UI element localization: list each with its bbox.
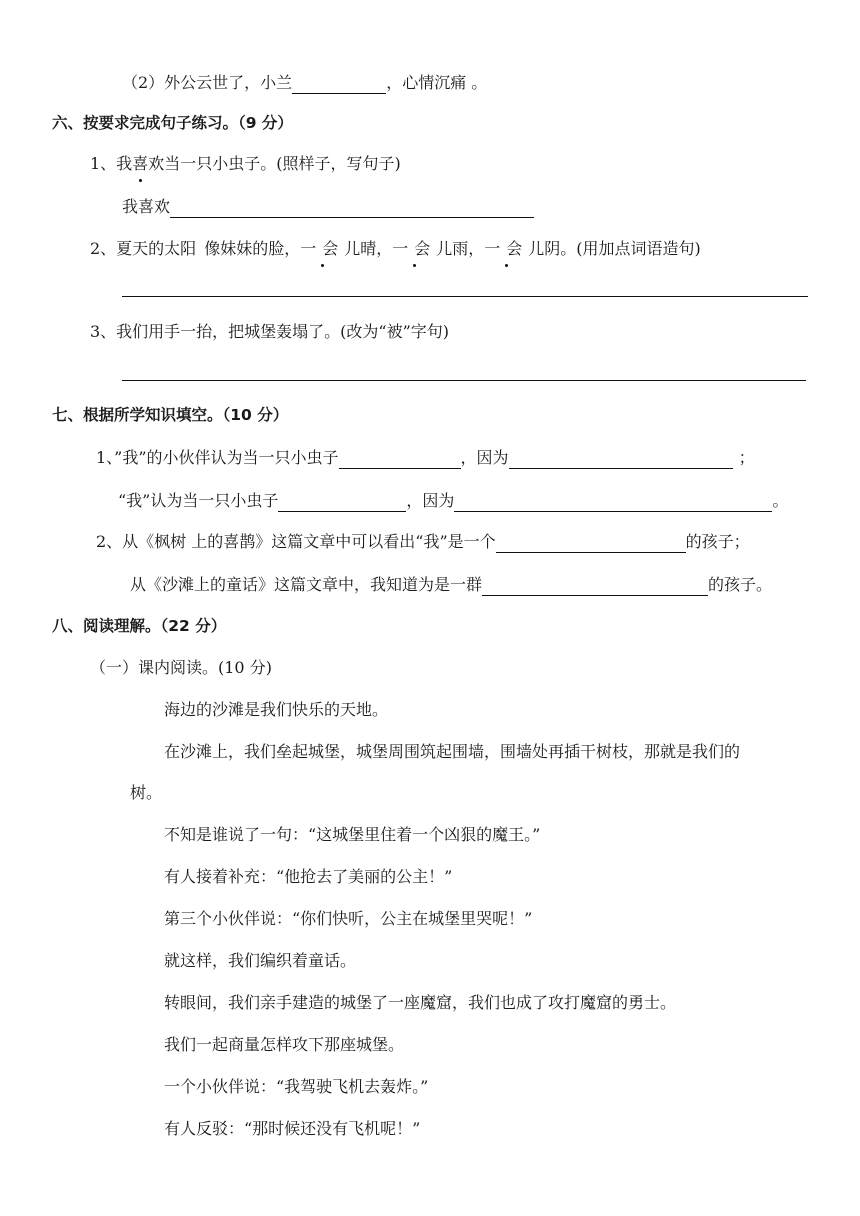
sec8-subsection-1: （一）课内阅读。(10 分) [90,658,272,677]
passage-paragraph-3: 不知是谁说了一句：“这城堡里住着一个凶狠的魔王。” [164,825,541,844]
section-8-title: 八、阅读理解。（22 分） [52,617,227,635]
sec6-q2-pre: 2、夏天的太阳 [90,239,197,258]
sec6-q1-answer [122,196,534,218]
passage-paragraph-10: 有人反驳：“那时候还没有飞机呢！” [164,1119,421,1138]
sec7-q1b [118,490,788,512]
sec7-q2b [130,574,772,596]
sec7-q1a-before: 1、”我”的小伙伴认为当一只小虫子 [96,448,339,467]
sec6-q1-answer-prefix: 我喜欢 [122,197,171,216]
sec7-q1a-end: ； [738,448,755,467]
passage-paragraph-6: 就这样，我们编织着童话。 [164,951,357,970]
sec7-q2a [96,531,750,553]
sec7-q2b-before: 从《沙滩上的童话》这篇文章中，我知道为是一群 [130,575,483,594]
sec7-q2b-blank[interactable] [482,577,708,596]
passage-paragraph-4: 有人接着补充：“他抢去了美丽的公主！” [164,867,453,886]
q5-2-text-before: （2）外公云世了，小兰 [122,73,293,92]
section-7-title: 七、根据所学知识填空。（10 分） [52,406,289,424]
sec6-q1-answer-blank[interactable] [170,199,534,218]
q5-item-2 [122,72,487,94]
sec6-q3-answer-line[interactable] [122,380,806,381]
sec6-q2-a2: 儿晴， [344,239,393,258]
dotted-word-3: 一会 [484,239,529,258]
q5-2-blank[interactable] [292,75,386,94]
sec7-q1b-blank-1[interactable] [278,493,406,512]
sec7-q1b-mid: ，因为 [406,491,455,510]
passage-paragraph-2-cont: 树。 [130,783,163,802]
sec6-q1 [90,153,401,175]
sec6-q2-b2: 儿雨， [436,239,485,258]
passage-paragraph-7: 转眼间，我们亲手建造的城堡了一座魔窟，我们也成了攻打魔窟的勇士。 [164,993,677,1012]
sec7-q2a-before: 2、从《枫树 上的喜鹊》这篇文章中可以看出“我”是一个 [96,532,496,551]
sec7-q2b-after: 的孩子。 [708,575,773,594]
sec7-q2a-after: 的孩子； [685,532,750,551]
sec6-q3: 3、我们用手一抬，把城堡轰塌了。(改为“被”字句) [90,322,450,341]
passage-paragraph-9: 一个小伙伴说：“我驾驶飞机去轰炸。” [164,1077,429,1096]
sec6-q1-rest: 欢当一只小虫子。(照样子，写句子) [148,154,401,173]
dotted-word-1: 一会 [300,239,345,258]
sec6-q2 [90,238,701,260]
q5-2-text-after: ，心情沉痛 。 [386,73,488,92]
passage-paragraph-2: 在沙滩上，我们垒起城堡，城堡周围筑起围墙，围墙处再插干树枝，那就是我们的 [164,742,741,761]
sec7-q2a-blank[interactable] [496,534,686,553]
sec6-q2-mid: 像妹妹的脸， [204,239,301,258]
sec7-q1a-mid: ，因为 [460,448,509,467]
section-6-title: 六、按要求完成句子练习。（9 分） [52,114,293,132]
sec6-q2-answer-line[interactable] [122,296,808,297]
sec7-q1a [96,447,755,469]
passage-paragraph-8: 我们一起商量怎样攻下那座城堡。 [164,1035,405,1054]
sec7-q1a-blank-2[interactable] [509,450,733,469]
sec7-q1b-end: 。 [772,491,789,510]
sec6-q2-c2: 儿阴。(用加点词语造句) [528,239,701,258]
emphasis-dot-char: 喜 [132,154,149,173]
sec6-q1-prefix: 1、我 [90,154,133,173]
passage-paragraph-1: 海边的沙滩是我们快乐的天地。 [164,700,389,719]
dotted-word-2: 一会 [392,239,437,258]
sec7-q1b-blank-2[interactable] [454,493,772,512]
sec7-q1a-blank-1[interactable] [339,450,461,469]
passage-paragraph-5: 第三个小伙伴说：“你们快听，公主在城堡里哭呢！” [164,909,533,928]
sec7-q1b-before: “我”认为当一只小虫子 [118,491,279,510]
